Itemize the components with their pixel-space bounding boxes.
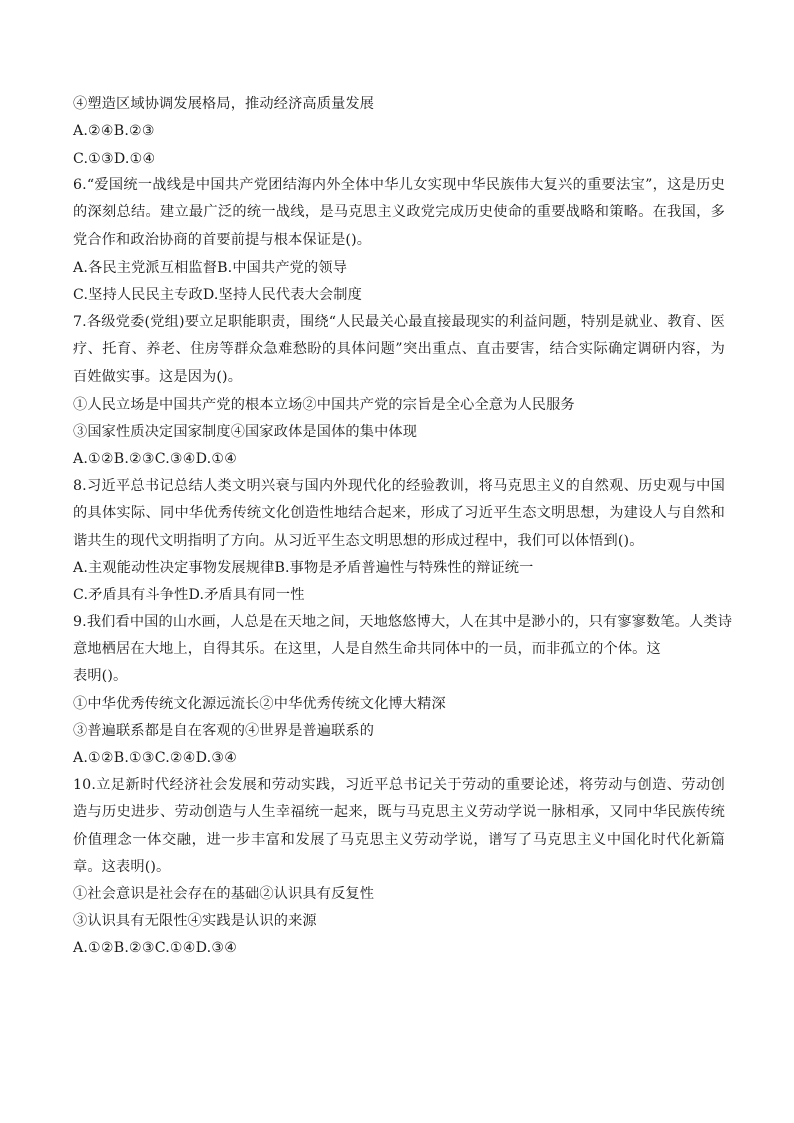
question-8-options-cd: C.矛盾具有斗争性D.矛盾具有同一性: [73, 587, 305, 603]
question-10-options: A.①②B.②③C.①④D.③④: [73, 940, 238, 956]
question-7-stem: 7.各级党委(党组)要立足职能职责，围绕“人民最关心最直接最现实的利益问题，特别是就业、教育、医疗、托育、养老、住房等群众急难愁盼的具体问题”突出重点、直击要害，结合实际确定调研内容，为百姓做实事。这是因为()。: [73, 314, 725, 385]
question-9-statements-34: ③普遍联系都是自在客观的④世界是普遍联系的: [73, 723, 375, 739]
question-10-statements-12: ①社会意识是社会存在的基础②认识具有反复性: [73, 886, 375, 902]
question-10-stem: 10.立足新时代经济社会发展和劳动实践，习近平总书记关于劳动的重要论述，将劳动与创造、劳动创造与历史进步、劳动创造与人生幸福统一起来，既与马克思主义劳动学说一脉相承，又同中华民族传统价值理念一体交融，进一步丰富和发展了马克思主义劳动学说，谱写了马克思主义中国化时代化新篇章。这表明()。: [73, 777, 725, 875]
question-6-options-cd: C.坚持人民民主专政D.坚持人民代表大会制度: [73, 287, 362, 303]
question-8-stem: 8.习近平总书记总结人类文明兴衰与国内外现代化的经验教训，将马克思主义的自然观、历史观与中国的具体实际、同中华优秀传统文化创造性地结合起来，形成了习近平生态文明思想，为建设人与自然和谐共生的现代文明指明了方向。从习近平生态文明思想的形成过程中，我们可以体悟到()。: [73, 478, 725, 549]
question-7-options: A.①②B.②③C.③④D.①④: [73, 451, 238, 467]
option-line-4: ④塑造区域协调发展格局，推动经济高质量发展: [73, 96, 375, 112]
question-9-line-2: 意地栖居在大地上，自得其乐。在这里，人是自然生命共同体中的一员，而非孤立的个体。这: [73, 641, 661, 657]
question-9-options: A.①②B.①③C.②④D.③④: [73, 750, 238, 766]
question-7-statements-12: ①人民立场是中国共产党的根本立场②中国共产党的宗旨是全心全意为人民服务: [73, 397, 575, 413]
question-9-line-1: 9.我们看中国的山水画，人总是在天地之间，天地悠悠博大，人在其中是渺小的，只有寥寥数笔。人类诗: [73, 614, 733, 630]
question-9-line-3: 表明()。: [73, 668, 128, 684]
question-9-statements-12: ①中华优秀传统文化源远流长②中华优秀传统文化博大精深: [73, 696, 446, 712]
question-6-stem: 6.“爱国统一战线是中国共产党团结海内外全体中华儿女实现中华民族伟大复兴的重要法宝”，这是历史的深刻总结。建立最广泛的统一战线，是马克思主义政党完成历史使命的重要战略和策略。在我国，多党合作和政治协商的首要前提与根本保证是()。: [73, 177, 725, 248]
question-8-options-ab: A.主观能动性决定事物发展规律B.事物是矛盾普遍性与特殊性的辩证统一: [73, 560, 534, 576]
question-6-options-ab: A.各民主党派互相监督B.中国共产党的领导: [73, 260, 348, 276]
question-7-statements-34: ③国家性质决定国家制度④国家政体是国体的集中体现: [73, 424, 418, 440]
question-10-statements-34: ③认识具有无限性④实践是认识的来源: [73, 913, 317, 929]
answer-options-ab: A.②④B.②③: [73, 123, 155, 139]
answer-options-cd: C.①③D.①④: [73, 151, 156, 167]
